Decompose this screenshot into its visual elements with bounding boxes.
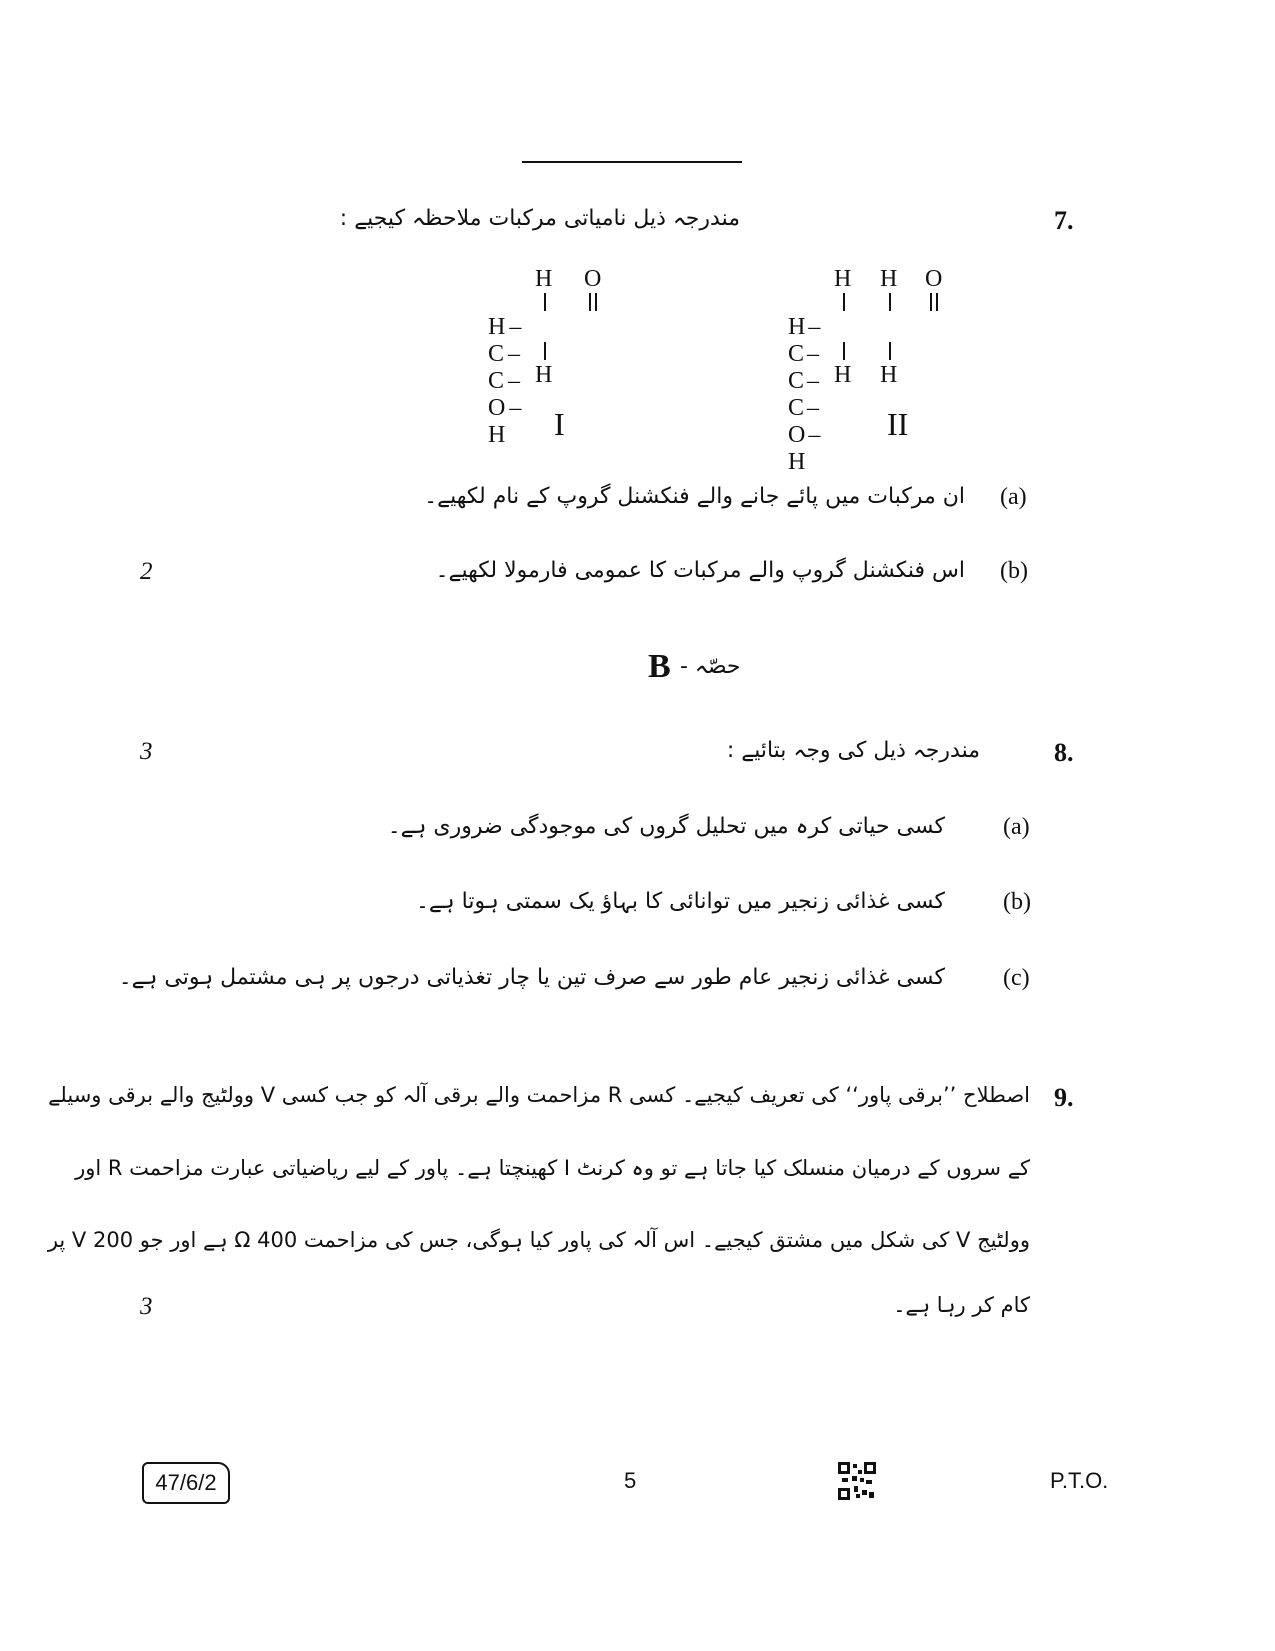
q8a-text: کسی حیاتی کرہ میں تحلیل گروں کی موجودگی ضروری ہے۔ xyxy=(387,814,945,839)
q7b-text: اس فنکشنل گروپ والے مرکبات کا عمومی فارمولا لکھیے۔ xyxy=(435,558,965,583)
q8-marks: 3 xyxy=(140,738,153,765)
paper-code: 47/6/2 xyxy=(142,1462,230,1504)
q7a-label: (a) xyxy=(1000,484,1027,510)
s1-double-bond-b xyxy=(595,293,597,311)
q8-text: مندرجہ ذیل کی وجہ بتائیے : xyxy=(726,738,980,763)
s2-bond-up-1 xyxy=(843,293,845,311)
q8c-label: (c) xyxy=(1003,965,1030,991)
q7-marks: 2 xyxy=(140,558,153,585)
q9-number: 9. xyxy=(1054,1083,1074,1112)
q8b-label: (b) xyxy=(1003,889,1031,915)
q8c-text: کسی غذائی زنجیر عام طور سے صرف تین یا چار تغذیاتی درجوں پر ہی مشتمل ہوتی ہے۔ xyxy=(118,965,945,990)
s2-bond-down-1 xyxy=(843,342,845,360)
q7b-label: (b) xyxy=(1000,558,1028,584)
q7-text: مندرجہ ذیل نامیاتی مرکبات ملاحظہ کیجیے : xyxy=(339,206,740,231)
s2-top-h1: H xyxy=(834,266,852,292)
s2-top-o: O xyxy=(925,266,943,292)
q7-number: 7. xyxy=(1054,206,1074,235)
s1-top-h: H xyxy=(535,266,553,292)
s2-bottom-h2: H xyxy=(880,362,898,388)
s1-bond-down xyxy=(544,342,546,360)
q9-line-3: وولٹیج V کی شکل میں مشتق کیجیے۔ اس آلہ کی پاور کیا ہوگی، جس کی مزاحمت 400 Ω ہے اور جو 200 V پر xyxy=(47,1228,1030,1252)
s2-main-chain: H–C–C–C–O–H xyxy=(788,314,824,475)
q8b-text: کسی غذائی زنجیر میں توانائی کا بہاؤ یک سمتی ہوتا ہے۔ xyxy=(416,889,945,914)
section-b-letter: B xyxy=(648,648,671,685)
pto-label: P.T.O. xyxy=(1050,1468,1109,1493)
s2-double-bond-b xyxy=(936,293,938,311)
s1-top-o: O xyxy=(584,266,602,292)
s1-main-chain: H–C–C–O–H xyxy=(488,314,526,448)
q9-line-4: کام کر رہا ہے۔ xyxy=(893,1293,1030,1317)
q9-line-2: کے سروں کے درمیان منسلک کیا جاتا ہے تو وہ کرنٹ I کھینچتا ہے۔ پاور کے لیے ریاضیاتی عبارت مزاحمت R اور xyxy=(75,1156,1030,1180)
q9-marks: 3 xyxy=(140,1293,153,1320)
q8-number: 8. xyxy=(1054,738,1074,767)
s2-bond-up-2 xyxy=(889,293,891,311)
s2-label: II xyxy=(887,406,909,442)
s1-bond-up xyxy=(544,293,546,311)
top-rule xyxy=(522,161,742,163)
section-b-urdu: حصّہ - xyxy=(680,654,741,679)
q9-line-1: اصطلاح ’’برقی پاور‘‘ کی تعریف کیجیے۔ کسی R مزاحمت والے برقی آلہ کو جب کسی V وولٹیج والے برقی وسیلے xyxy=(48,1083,1030,1107)
q8a-label: (a) xyxy=(1003,814,1030,840)
q7a-text: ان مرکبات میں پائے جانے والے فنکشنل گروپ کے نام لکھیے۔ xyxy=(424,484,965,509)
s2-bottom-h1: H xyxy=(834,362,852,388)
qr-code-icon xyxy=(838,1462,876,1500)
s1-label: I xyxy=(554,406,565,442)
s2-top-h2: H xyxy=(880,266,898,292)
s1-double-bond-a xyxy=(589,293,591,311)
page-number: 5 xyxy=(624,1468,637,1493)
s2-bond-down-2 xyxy=(889,342,891,360)
s2-double-bond-a xyxy=(930,293,932,311)
s1-bottom-h: H xyxy=(535,362,553,388)
